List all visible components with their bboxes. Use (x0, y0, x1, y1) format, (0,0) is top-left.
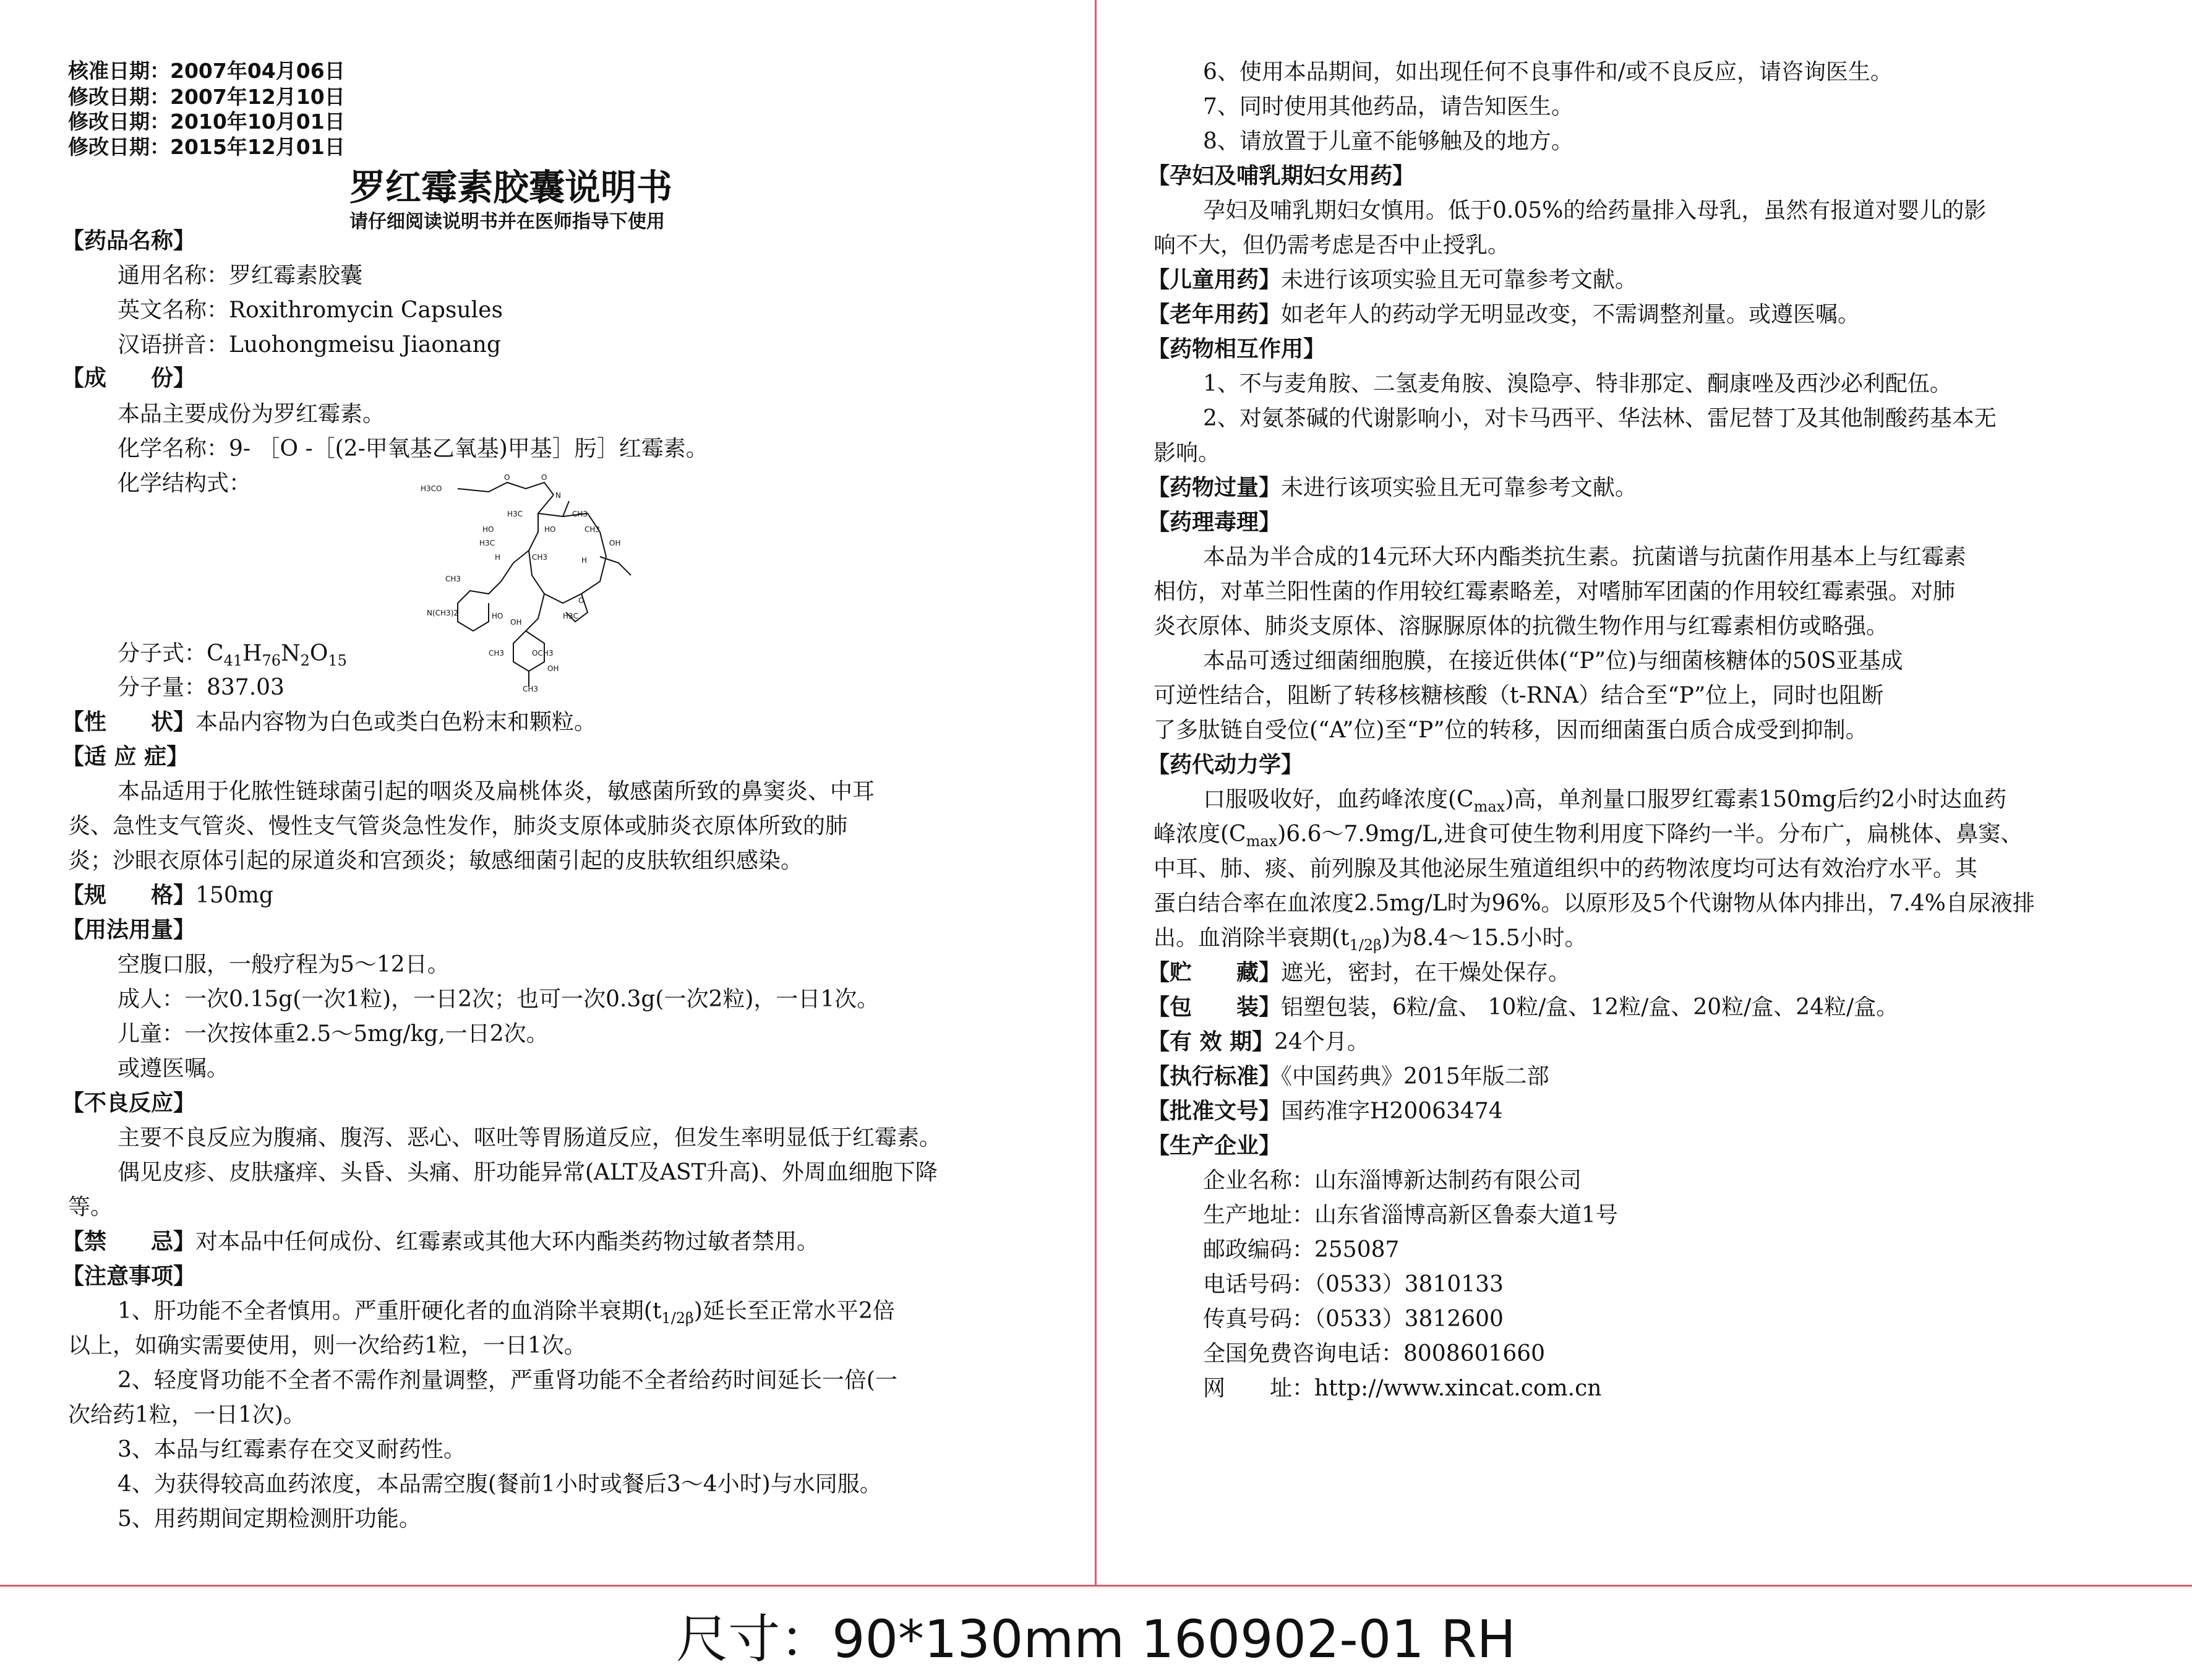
structure-label-ch3-6: CH3 (523, 685, 539, 693)
precaution-8: 8、请放置于儿童不能够触及的地方。 (1203, 129, 1573, 154)
section-adverse-reactions: 【不良反应】 (62, 1091, 196, 1116)
pharmacology-line-2: 相仿，对革兰阳性菌的作用较红霉素略差，对嗜肺军团菌的作用较红霉素强。对肺 (1154, 579, 1956, 604)
pk-line-2-a: 峰浓度(C (1154, 821, 1246, 847)
section-standard (1147, 1063, 1549, 1091)
revision-date-1: 修改日期：2007年12月10日 (68, 85, 345, 109)
structure-label-ch3-4: CH3 (445, 575, 461, 583)
pk-line-2 (1154, 821, 2023, 855)
formula-h-count: 76 (262, 652, 281, 670)
precaution-1-subscript: 1/2β (661, 1309, 694, 1327)
formula-c: C (207, 641, 224, 666)
section-geriatric (1147, 301, 1860, 328)
structure-label-ch3-2: CH3 (584, 525, 601, 534)
formula-n-count: 2 (300, 652, 310, 670)
interactions-line-3: 影响。 (1154, 440, 1221, 466)
structure-label-ch3-3: CH3 (532, 553, 548, 562)
pk-line-1 (1203, 786, 2006, 820)
pharmacology-line-1: 本品为半合成的14元环大环内酯类抗生素。抗菌谱与抗菌作用基本上与红霉素 (1203, 544, 1966, 570)
section-storage (1147, 959, 1570, 987)
chemical-structure-label: 化学结构式： (118, 471, 252, 496)
pk-line-1-a: 口服吸收好，血药峰浓度(C (1203, 787, 1474, 812)
revision-date-3: 修改日期：2015年12月01日 (68, 135, 345, 159)
english-name: 英文名称：Roxithromycin Capsules (118, 298, 503, 323)
structure-label-nch32: N(CH3)2 (427, 609, 459, 617)
packaging-text: 铝塑包装，6粒/盒、 10粒/盒、12粒/盒、20粒/盒、24粒/盒。 (1281, 995, 1899, 1020)
section-usage: 【用法用量】 (62, 917, 196, 943)
usage-line-1: 空腹口服，一般疗程为5～12日。 (118, 952, 450, 977)
structure-label-o2: O (541, 473, 547, 482)
structure-label-h-2: H (581, 556, 588, 565)
geriatric-text: 如老年人的药动学无明显改变，不需调整剂量。或遵医嘱。 (1281, 302, 1860, 327)
manufacturer-website: 网 址：http://www.xincat.com.cn (1203, 1376, 1602, 1401)
size-code-label: 尺寸：90*130mm 160902-01 RH (676, 1609, 1516, 1669)
section-manufacturer: 【生产企业】 (1147, 1133, 1282, 1159)
precaution-1-text-b: )延长至正常水平2倍 (693, 1298, 895, 1324)
approval-date: 核准日期：2007年04月06日 (68, 59, 345, 83)
structure-label-h-1: H (495, 553, 501, 562)
section-pregnancy: 【孕妇及哺乳期妇女用药】 (1147, 163, 1415, 189)
adverse-line-1: 主要不良反应为腹痛、腹泻、恶心、呕吐等胃肠道反应，但发生率明显低于红霉素。 (118, 1125, 942, 1151)
section-pediatric-heading: 【儿童用药】 (1147, 267, 1282, 293)
document-subtitle: 请仔细阅读说明书并在医师指导下使用 (349, 211, 665, 233)
section-geriatric-heading: 【老年用药】 (1147, 302, 1282, 327)
section-overdose (1147, 474, 1637, 502)
section-specification-heading: 【规 格】 (62, 883, 196, 908)
molecular-formula-label: 分子式： (118, 641, 207, 666)
pharmacology-line-4: 本品可透过细菌细胞膜，在接近供体(“P”位)与细菌核糖体的50S亚基成 (1203, 648, 1903, 674)
chemical-name: 化学名称：9- ［O -［(2-甲氧基乙氧基)甲基］肟］红霉素。 (118, 436, 708, 461)
section-approval-number (1147, 1098, 1503, 1125)
formula-c-count: 41 (223, 652, 243, 670)
pk-line-1-sub: max (1473, 798, 1505, 816)
section-validity (1147, 1029, 1369, 1056)
indications-line-1: 本品适用于化脓性链球菌引起的咽炎及扁桃体炎，敏感菌所致的鼻窦炎、中耳 (118, 779, 875, 804)
pk-line-2-sub: max (1246, 833, 1278, 851)
precaution-7: 7、同时使用其他药品，请告知医生。 (1203, 94, 1573, 119)
pk-line-5 (1154, 925, 1586, 959)
pk-line-1-b: )高，单剂量口服罗红霉素150mg后约2小时达血药 (1505, 787, 2007, 812)
structure-label-h3c-3: H3C (563, 612, 579, 620)
pregnancy-line-1: 孕妇及哺乳期妇女慎用。低于0.05%的给药量排入母乳，虽然有报道对婴儿的影 (1203, 198, 1987, 223)
precaution-2-line-1: 2、轻度肾功能不全者不需作剂量调整，严重肾功能不全者给药时间延长一倍(一 (118, 1368, 897, 1393)
pregnancy-line-2: 响不大，但仍需考虑是否中止授乳。 (1154, 233, 1510, 258)
structure-label-ch3-5: CH3 (489, 649, 505, 658)
structure-label-o1: O (504, 473, 510, 482)
section-precautions: 【注意事项】 (62, 1264, 196, 1289)
molecular-weight: 分子量：837.03 (118, 675, 285, 700)
precaution-1-text-a: 1、肝功能不全者慎用。严重肝硬化者的血消除半衰期(t (118, 1298, 662, 1324)
contraindications-text: 对本品中任何成份、红霉素或其他大环内酯类药物过敏者禁用。 (195, 1229, 820, 1254)
manufacturer-name: 企业名称：山东淄博新达制药有限公司 (1203, 1168, 1582, 1193)
description-text: 本品内容物为白色或类白色粉末和颗粒。 (195, 709, 597, 735)
section-composition: 【成 份】 (62, 366, 196, 391)
approval-text: 国药准字H20063474 (1281, 1099, 1503, 1124)
formula-o: O (309, 641, 328, 666)
pharmacology-line-3: 炎衣原体、肺炎支原体、溶脲脲原体的抗微生物作用与红霉素相仿或略强。 (1154, 614, 1889, 639)
formula-o-count: 15 (328, 652, 347, 670)
structure-label-n: N (555, 491, 561, 500)
divider-vertical-center (1095, 0, 1097, 1587)
revision-date-2: 修改日期：2010年10月01日 (68, 109, 345, 134)
chemical-structure-diagram (421, 470, 680, 693)
storage-text: 遮光，密封，在干燥处保存。 (1281, 960, 1571, 985)
pk-line-5-sub: 1/2β (1349, 936, 1382, 954)
molecular-formula (118, 640, 347, 674)
interactions-line-2: 2、对氨茶碱的代谢影响小，对卡马西平、华法林、雷尼替丁及其他制酸药基本无 (1203, 406, 1997, 431)
section-pediatric (1147, 267, 1637, 294)
standard-text: 《中国药典》2015年版二部 (1281, 1064, 1549, 1089)
section-validity-heading: 【有 效 期】 (1147, 1029, 1275, 1055)
precaution-1-line-2: 以上，如确实需要使用，则一次给药1粒，一日1次。 (68, 1333, 586, 1358)
section-indications: 【适 应 症】 (62, 744, 189, 769)
structure-label-och3: OCH3 (532, 649, 554, 658)
indications-line-3: 炎；沙眼衣原体引起的尿道炎和宫颈炎；敏感细菌引起的皮肤软组织感染。 (68, 848, 803, 873)
formula-n: N (281, 641, 301, 666)
manufacturer-phone: 电话号码：（0533）3810133 (1203, 1272, 1504, 1297)
structure-label-o3: O (578, 596, 584, 605)
section-packaging-heading: 【包 装】 (1147, 995, 1282, 1020)
precaution-6: 6、使用本品期间，如出现任何不良事件和/或不良反应，请咨询医生。 (1203, 59, 1893, 85)
composition-main: 本品主要成份为罗红霉素。 (118, 401, 385, 427)
section-description-heading: 【性 状】 (62, 709, 196, 735)
adverse-line-2: 偶见皮疹、皮肤瘙痒、头昏、头痛、肝功能异常(ALT及AST升高)、外周血细胞下降 (118, 1160, 938, 1185)
pinyin-name: 汉语拼音：Luohongmeisu Jiaonang (118, 332, 501, 358)
section-approval-heading: 【批准文号】 (1147, 1099, 1282, 1124)
indications-line-2: 炎、急性支气管炎、慢性支气管炎急性发作，肺炎支原体或肺炎衣原体所致的肺 (68, 813, 848, 839)
section-pharmacology: 【药理毒理】 (1147, 510, 1282, 535)
divider-horizontal-bottom (0, 1585, 2192, 1587)
structure-label-oh-2: OH (510, 618, 522, 627)
structure-label-oh-3: OH (547, 664, 559, 673)
precaution-2-line-2: 次给药1粒，一日1次)。 (68, 1402, 306, 1428)
overdose-text: 未进行该项实验且无可靠参考文献。 (1281, 475, 1638, 500)
pk-line-5-a: 出。血消除半衰期(t (1154, 925, 1350, 951)
manufacturer-address: 生产地址：山东省淄博高新区鲁泰大道1号 (1203, 1202, 1618, 1228)
pharmacology-line-5: 可逆性结合，阻断了转移核糖核酸（t-RNA）结合至“P”位上，同时也阻断 (1154, 683, 1884, 708)
formula-h: H (242, 641, 262, 666)
manufacturer-hotline: 全国免费咨询电话：8008601660 (1203, 1341, 1546, 1366)
section-description (62, 709, 596, 736)
section-standard-heading: 【执行标准】 (1147, 1064, 1282, 1089)
precaution-3: 3、本品与红霉素存在交叉耐药性。 (118, 1437, 466, 1462)
specification-text: 150mg (195, 883, 273, 908)
adverse-line-3: 等。 (68, 1194, 113, 1220)
section-contraindications-heading: 【禁 忌】 (62, 1229, 196, 1254)
usage-line-2: 成人：一次0.15g(一次1粒)，一日2次；也可一次0.3g(一次2粒)，一日1次。 (118, 987, 880, 1012)
structure-label-h3c-1: H3C (507, 510, 523, 518)
manufacturer-fax: 传真号码：（0533）3812600 (1203, 1306, 1504, 1332)
section-pharmacokinetics: 【药代动力学】 (1147, 752, 1304, 778)
structure-label-ho-1: HO (482, 525, 494, 534)
pk-line-2-b: )6.6～7.9mg/L,进食可使生物利用度下降约一半。分布广，扁桃体、鼻窦、 (1277, 821, 2023, 847)
structure-label-ch3-1: CH3 (572, 510, 588, 518)
precaution-5: 5、用药期间定期检测肝功能。 (118, 1506, 421, 1532)
precaution-4: 4、为获得较高血药浓度，本品需空腹(餐前1小时或餐后3～4小时)与水同服。 (118, 1472, 882, 1497)
document-title: 罗红霉素胶囊说明书 (349, 166, 673, 208)
pharmacology-line-6: 了多肽链自受位(“A”位)至“P”位的转移，因而细菌蛋白质合成受到抑制。 (1154, 718, 1868, 743)
section-drug-name: 【药品名称】 (62, 228, 196, 254)
section-specification (62, 882, 273, 909)
structure-label-ho-3: HO (492, 612, 503, 620)
interactions-line-1: 1、不与麦角胺、二氢麦角胺、溴隐亭、特非那定、酮康唑及西沙必利配伍。 (1203, 371, 1952, 396)
section-storage-heading: 【贮 藏】 (1147, 960, 1282, 985)
pediatric-text: 未进行该项实验且无可靠参考文献。 (1281, 267, 1638, 293)
usage-line-4: 或遵医嘱。 (118, 1056, 229, 1081)
usage-line-3: 儿童：一次按体重2.5～5mg/kg,一日2次。 (118, 1021, 549, 1047)
manufacturer-postcode: 邮政编码：255087 (1203, 1237, 1400, 1262)
pk-line-5-b: )为8.4～15.5小时。 (1382, 925, 1587, 951)
section-interactions: 【药物相互作用】 (1147, 336, 1326, 362)
structure-label-ho-2: HO (544, 525, 556, 534)
precaution-1-line-1 (118, 1298, 895, 1332)
generic-name: 通用名称：罗红霉素胶囊 (118, 263, 363, 288)
structure-label-oh-1: OH (609, 539, 621, 547)
section-packaging (1147, 994, 1898, 1021)
section-contraindications (62, 1228, 819, 1256)
structure-label-methoxy: H3CO (421, 484, 442, 493)
validity-text: 24个月。 (1274, 1029, 1369, 1055)
structure-label-h3c-2: H3C (479, 539, 495, 547)
pk-line-4: 蛋白结合率在血浓度2.5mg/L时为96%。以原形及5个代谢物从体内排出，7.4%自尿液排 (1154, 891, 2035, 916)
pk-line-3: 中耳、肺、痰、前列腺及其他泌尿生殖道组织中的药物浓度均可达有效治疗水平。其 (1154, 856, 1978, 881)
section-overdose-heading: 【药物过量】 (1147, 475, 1282, 500)
